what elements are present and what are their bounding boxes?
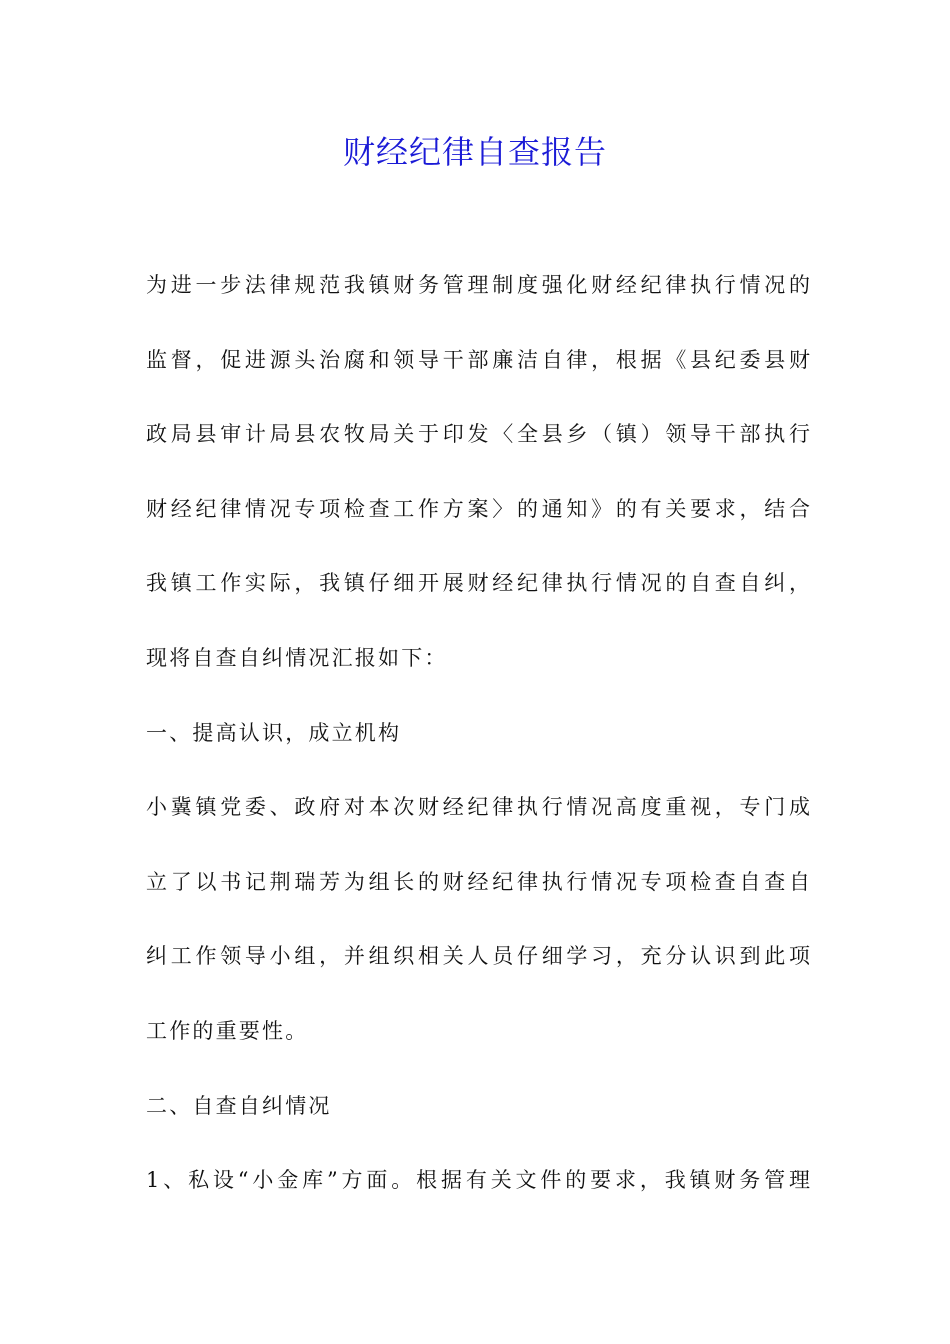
paragraph-line: 我镇工作实际，我镇仔细开展财经纪律执行情况的自查自纠， xyxy=(146,571,810,596)
section-heading: 二、自查自纠情况 xyxy=(146,1093,332,1118)
paragraph-line: 政局县审计局县农牧局关于印发〈全县乡（镇）领导干部执行 xyxy=(146,422,810,447)
paragraph-line: 立了以书记荆瑞芳为组长的财经纪律执行情况专项检查自查自 xyxy=(146,869,810,894)
section-heading: 一、提高认识，成立机构 xyxy=(146,720,402,745)
paragraph-line: 工作的重要性。 xyxy=(146,1018,309,1043)
paragraph-line: 财经纪律情况专项检查工作方案〉的通知》的有关要求，结合 xyxy=(146,496,810,521)
document-title: 财经纪律自查报告 xyxy=(342,133,607,171)
paragraph-line: 监督，促进源头治腐和领导干部廉洁自律，根据《县纪委县财 xyxy=(146,347,810,372)
document-body xyxy=(146,265,810,1235)
paragraph-line: 小冀镇党委、政府对本次财经纪律执行情况高度重视，专门成 xyxy=(146,795,810,820)
paragraph-line: 1、私设“小金库”方面。根据有关文件的要求，我镇财务管理 xyxy=(146,1168,810,1193)
paragraph-line: 纠工作领导小组，并组织相关人员仔细学习，充分认识到此项 xyxy=(146,944,810,969)
paragraph-line: 现将自查自纠情况汇报如下： xyxy=(146,645,448,670)
paragraph-line: 为进一步法律规范我镇财务管理制度强化财经纪律执行情况的 xyxy=(146,273,810,297)
